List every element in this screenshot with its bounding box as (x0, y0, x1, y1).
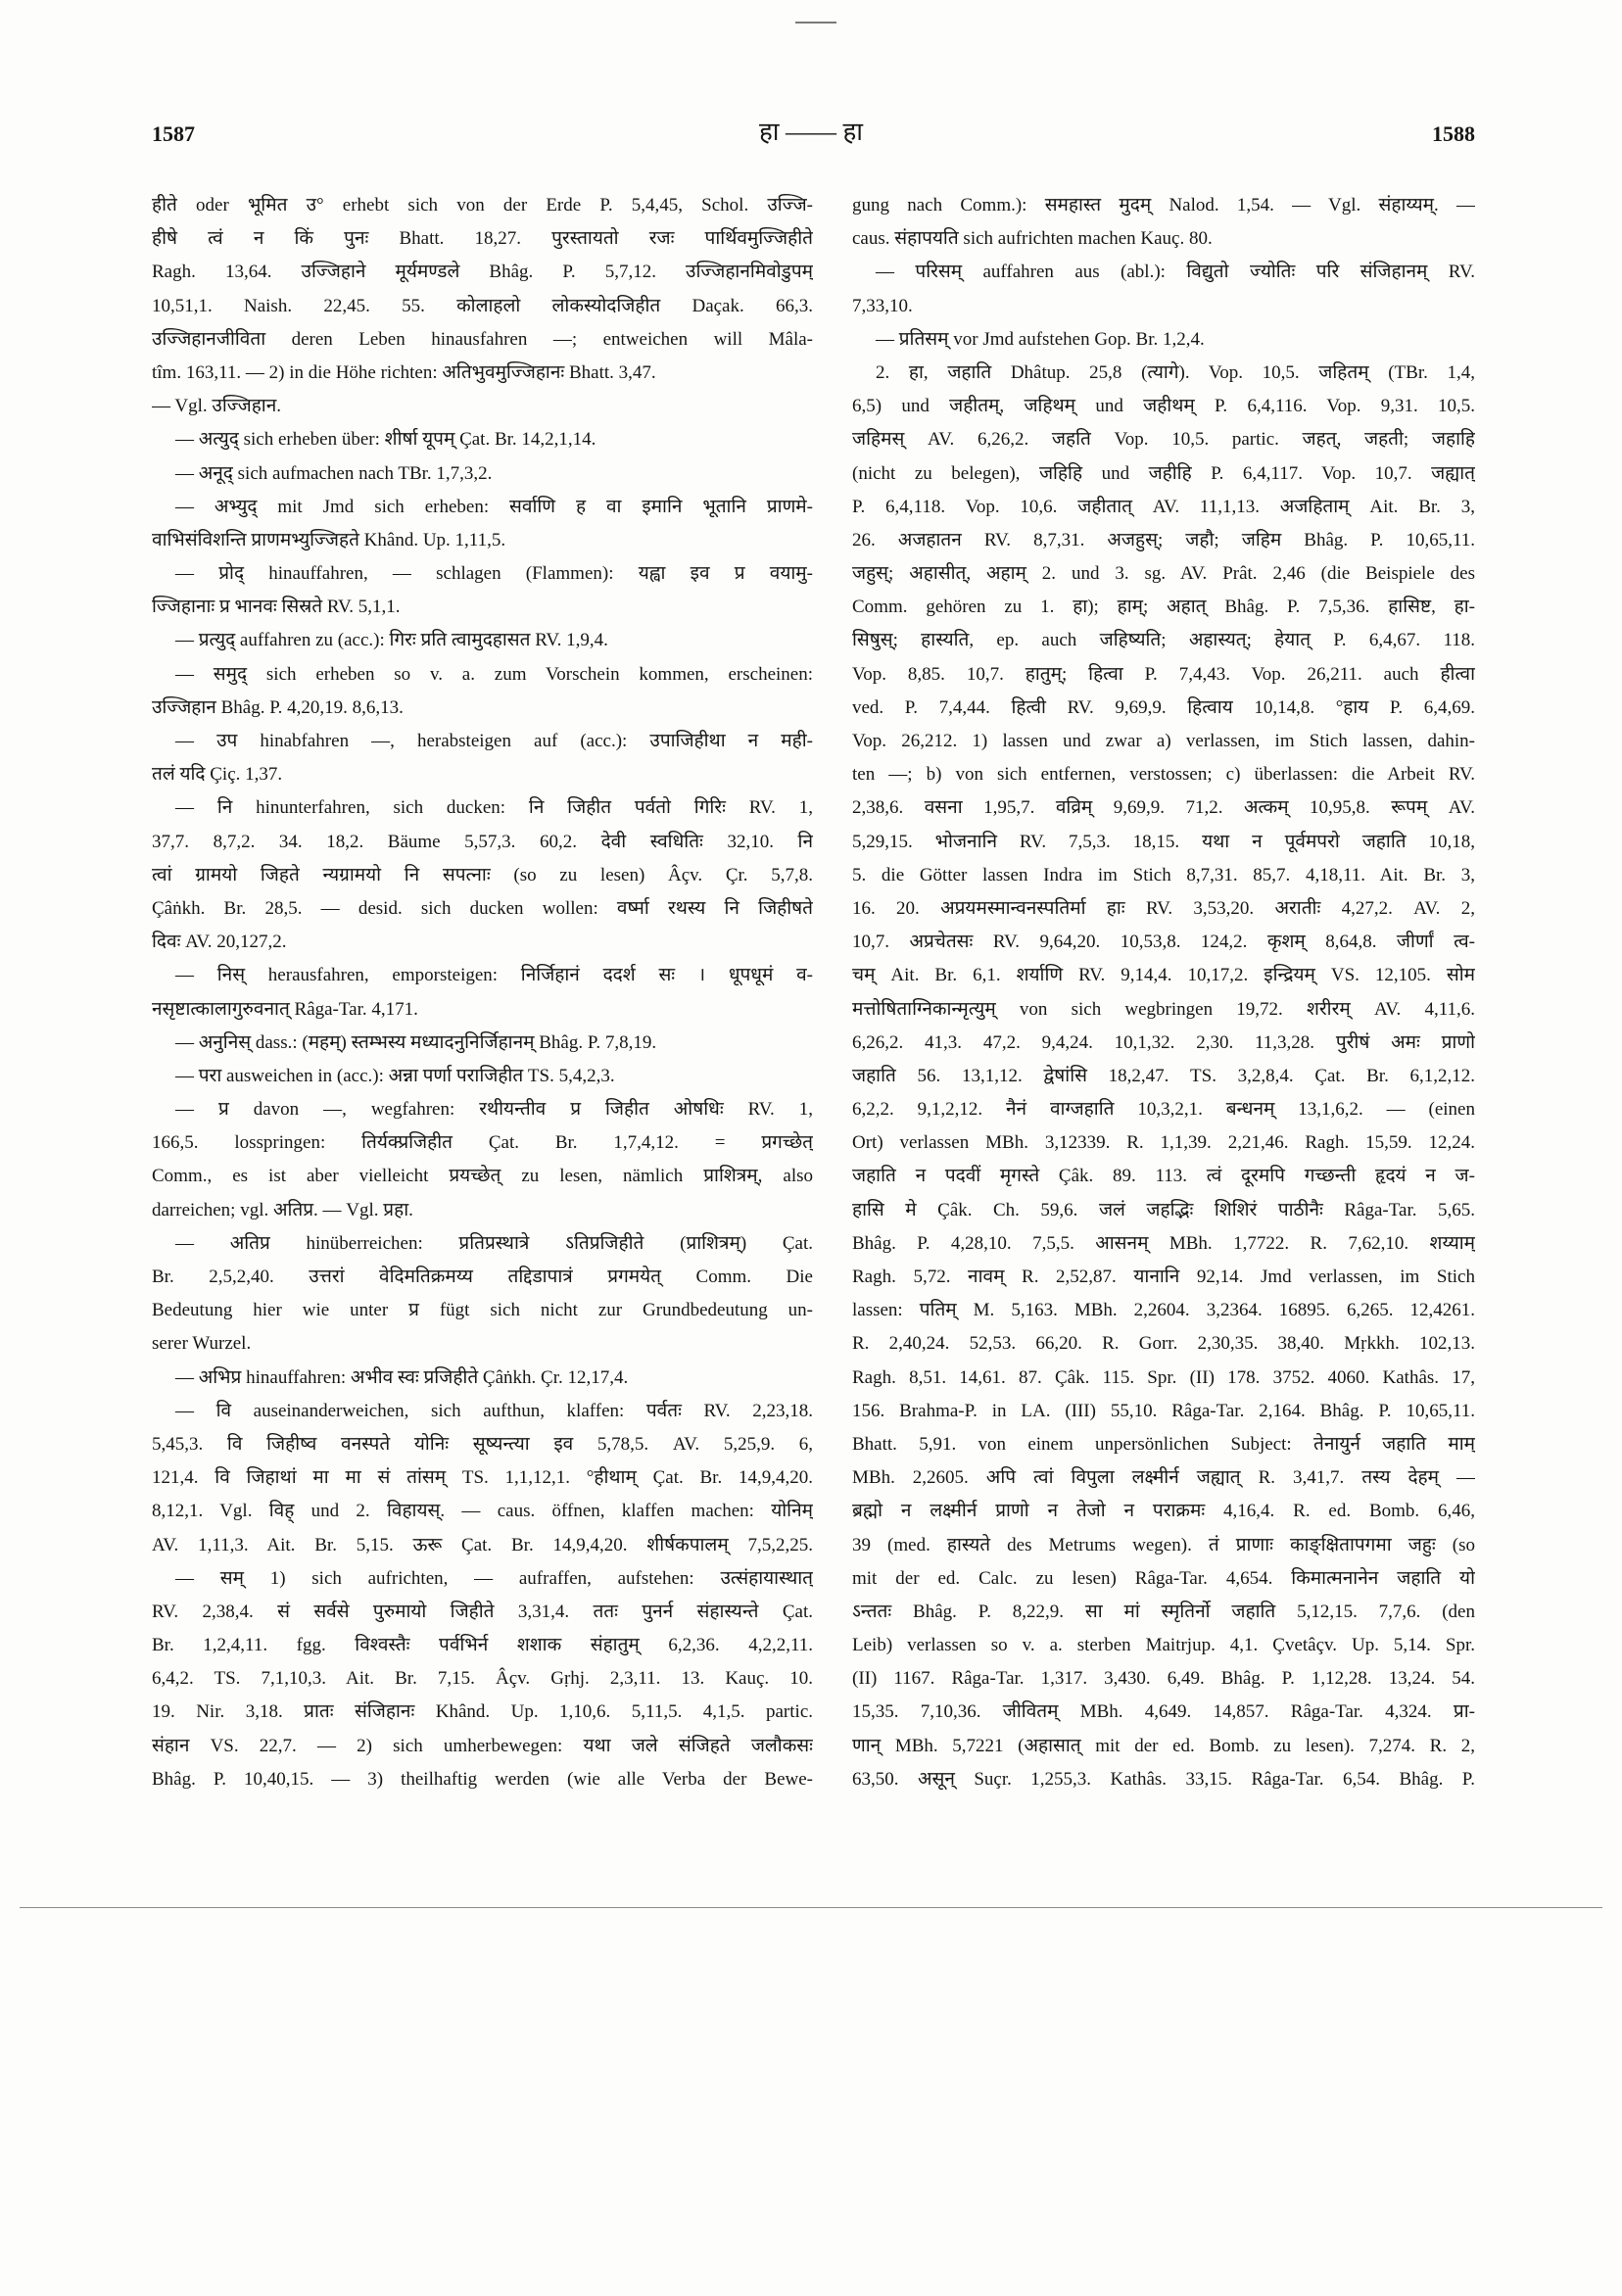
right-column-line: 6,26,2. 41,3. 47,2. 9,4,24. 10,1,32. 2,30. 11,3,28. पुरीषं अमः प्राणो (852, 1031, 1475, 1053)
left-column-line: tîm. 163,11. — 2) in die Höhe richten: अतिभुवमुज्जिहानः Bhatt. 3,47. (152, 361, 656, 383)
left-column-line: हीषे त्वं न किं पुनः Bhatt. 18,27. पुरस्तायतो रजः पार्थिवमुज्जिहीते (152, 228, 813, 250)
left-column-line: — अनूद् sich aufmachen nach TBr. 1,7,3,2. (175, 462, 493, 484)
right-column-line: जहिमस् AV. 6,26,2. जहति Vop. 10,5. partic. जहत्, जहती; जहाहि (852, 429, 1475, 451)
running-head: हा —— हा (758, 118, 864, 146)
left-column-line: 5,45,3. वि जिहीष्व वनस्पते योनिः सूष्यन्त्या इव 5,78,5. AV. 5,25,9. 6, (152, 1433, 813, 1455)
left-column-line: तलं यदि Çiç. 1,37. (152, 764, 283, 786)
page-number-right: 1588 (1432, 121, 1475, 146)
right-column-line: lassen: पतिम् M. 5,163. MBh. 2,2604. 3,2364. 16895. 6,265. 12,4261. (852, 1300, 1475, 1321)
right-column-line: 10,7. अप्रचेतसः RV. 9,64,20. 10,53,8. 124,2. कृशम् 8,64,8. जीर्णां त्व- (852, 932, 1475, 953)
right-column-line: 26. अजहातन RV. 8,7,31. अजहुस्; जहौ; जहिम Bhâg. P. 10,65,11. (852, 529, 1475, 550)
right-column-line: 16. 20. अप्रयमस्मान्वनस्पतिर्मा हाः RV. 3,53,20. अरातीः 4,27,2. AV. 2, (852, 897, 1475, 919)
left-column-line: — प्रोद् hinauffahren, — schlagen (Flammen): यह्वा इव प्र वयामु- (175, 563, 813, 585)
page-number-left: 1587 (152, 121, 195, 146)
right-column (852, 189, 1475, 1796)
left-column-line: — सम् 1) sich aufrichten, — aufraffen, aufstehen: उत्संहायास्थात् (175, 1567, 813, 1589)
right-column-line: ब्रह्मो न लक्ष्मीर्न प्राणो न तेजो न पराक्रमः 4,16,4. R. ed. Bomb. 6,46, (852, 1501, 1475, 1522)
right-column-line: 39 (med. हास्यते des Metrums wegen). तं प्राणाः काङ्क्षितापगमा जहुः (so (852, 1534, 1475, 1555)
left-column-line: — अनुनिस् dass.: (महम्) स्तम्भस्य मध्यादनुनिर्जिहानम् Bhâg. P. 7,8,19. (175, 1031, 657, 1053)
left-column (152, 189, 813, 1796)
right-column-line: caus. संहापयति sich aufrichten machen Kauç. 80. (852, 228, 1213, 250)
left-column-line: 121,4. वि जिहाथां मा मा सं तांसम् TS. 1,1,12,1. °हीथाम् Çat. Br. 14,9,4,20. (152, 1467, 813, 1489)
right-column-line: — परिसम् auffahren aus (abl.): विद्युतो ज्योतिः परि संजिहानम् RV. (876, 262, 1475, 283)
left-column-line: darreichen; vgl. अतिप्र. — Vgl. प्रहा. (152, 1199, 413, 1220)
left-column-line: 10,51,1. Naish. 22,45. 55. कोलाहलो लोकस्योदजिहीत Daçak. 66,3. (152, 295, 813, 316)
right-column-line: Leib) verlassen so v. a. sterben Maitrjup. 4,1. Çvetâçv. Up. 5,14. Spr. (852, 1635, 1475, 1656)
left-column-line: Bedeutung hier wie unter प्र fügt sich nicht zur Grundbedeutung un- (152, 1300, 813, 1321)
left-column-line: 19. Nir. 3,18. प्रातः संजिहानः Khând. Up. 1,10,6. 5,11,5. 4,1,5. partic. (152, 1701, 813, 1723)
right-column-line: चम् Ait. Br. 6,1. शर्याणि RV. 9,14,4. 10,17,2. इन्द्रियम् VS. 12,105. सोम (852, 965, 1475, 986)
left-column-line: हीते oder भूमित उ° erhebt sich von der Erde P. 5,4,45, Schol. उज्जि- (152, 195, 813, 215)
left-column-line: Br. 2,5,2,40. उत्तरां वेदिमतिक्रमय्य तद्दिडापात्रं प्रगमयेत् Comm. Die (152, 1267, 813, 1287)
right-column-line: (II) 1167. Râga-Tar. 1,317. 3,430. 6,49. Bhâg. P. 1,12,28. 13,24. 54. (852, 1668, 1475, 1690)
left-column-line: AV. 1,11,3. Ait. Br. 5,15. ऊरू Çat. Br. 14,9,4,20. शीर्षकपालम् 7,5,2,25. (152, 1534, 813, 1555)
left-column-line: 166,5. losspringen: तिर्यक्प्रजिहीत Çat. Br. 1,7,4,12. = प्रगच्छेत् (152, 1132, 813, 1154)
right-column-line: 5,29,15. भोजनानि RV. 7,5,3. 18,15. यथा न पूर्वमपरो जहाति 10,18, (852, 831, 1475, 852)
right-column-line: P. 6,4,118. Vop. 10,6. जहीतात् AV. 11,1,13. अजहिताम् Ait. Br. 3, (852, 496, 1475, 517)
right-column-line: हासि मे Çâk. Ch. 59,6. जलं जहद्भिः शिशिरं पाठीनैः Râga-Tar. 5,65. (852, 1199, 1475, 1220)
left-column-line: — वि auseinanderweichen, sich aufthun, klaffen: पर्वतः RV. 2,23,18. (175, 1400, 813, 1421)
left-column-line: — नि hinunterfahren, sich ducken: नि जिहीत पर्वतो गिरिः RV. 1, (175, 797, 813, 819)
right-column-line: (nicht zu belegen), जहिहि und जहीहि P. 6,4,117. Vop. 10,7. जह्यात् (852, 462, 1475, 484)
left-column-line: वाभिसंविशन्ति प्राणमभ्युज्जिहते Khând. Up. 1,11,5. (152, 529, 506, 550)
left-column-line: serer Wurzel. (152, 1333, 252, 1355)
right-column-line: ऽन्ततः Bhâg. P. 8,22,9. सा मां स्मृतिर्नो जहाति 5,12,15. 7,7,6. (den (852, 1601, 1475, 1622)
right-column-line: जहुस्; अहासीत्, अहाम् 2. und 3. sg. AV. Prât. 2,46 (die Beispiele des (852, 563, 1475, 585)
left-column-line: — अत्युद् sich erheben über: शीर्षा यूपम् Çat. Br. 14,2,1,14. (175, 429, 596, 451)
left-column-line: 6,4,2. TS. 7,1,10,3. Ait. Br. 7,15. Âçv. Gṛhj. 2,3,11. 13. Kauç. 10. (152, 1668, 813, 1690)
left-column-line: नसृष्टात्कालागुरुवनात् Râga-Tar. 4,171. (152, 998, 418, 1020)
left-column-line: RV. 2,38,4. सं सर्वसे पुरुमायो जिहीते 3,31,4. ततः पुनर्न संहास्यन्ते Çat. (152, 1601, 813, 1622)
left-column-line: उज्जिहानजीविता deren Leben hinausfahren —; entweichen will Mâla- (152, 328, 813, 350)
left-column-line: — निस् herausfahren, emporsteigen: निर्जिहानं ददर्श सः । धूपधूमं व- (175, 965, 813, 986)
left-column-line: त्वां ग्रामयो जिहते न्यग्रामयो नि सपत्नाः (so zu lesen) Âçv. Çr. 5,7,8. (152, 864, 813, 885)
right-column-line: सिषुस्; हास्यति, ep. auch जहिष्यति; अहास्यत्; हेयात् P. 6,4,67. 118. (852, 630, 1475, 651)
left-column-line: Ragh. 13,64. उज्जिहाने मूर्यमण्डले Bhâg. P. 5,7,12. उज्जिहानमिवोडुपम् (152, 262, 813, 283)
right-column-line: जहाति न पदवीं मृगस्ते Çâk. 89. 113. त्वं दूरमपि गच्छन्ती हृदयं न ज- (852, 1166, 1475, 1187)
left-column-line: Çâṅkh. Br. 28,5. — desid. sich ducken wollen: वर्ष्मा रथस्य नि जिहीषते (152, 897, 813, 919)
left-column-line: — अभ्युद् mit Jmd sich erheben: सर्वाणि ह वा इमानि भूतानि प्राणमे- (175, 496, 813, 517)
right-column-line: mit der ed. Calc. zu lesen) Râga-Tar. 4,654. किमात्मनानेन जहाति यो (852, 1567, 1475, 1589)
right-column-line: Ort) verlassen MBh. 3,12339. R. 1,1,39. 2,21,46. Ragh. 15,59. 12,24. (852, 1132, 1475, 1154)
right-column-line: Comm. gehören zu 1. हा); हाम्; अहात् Bhâg. P. 7,5,36. हासिष्ट, हा- (852, 597, 1475, 618)
right-column-line: MBh. 2,2605. अपि त्वां विपुला लक्ष्मीर्न जह्यात् R. 3,41,7. तस्य देहम् — (852, 1467, 1475, 1489)
left-column-line: दिवः AV. 20,127,2. (152, 932, 287, 953)
left-column-line: Comm., es ist aber vielleicht प्रयच्छेत् zu lesen, nämlich प्राशित्रम्, also (152, 1166, 813, 1187)
right-column-line: Ragh. 8,51. 14,61. 87. Çâk. 115. Spr. (II) 178. 3752. 4060. Kathâs. 17, (852, 1366, 1475, 1388)
right-column-line: — प्रतिसम् vor Jmd aufstehen Gop. Br. 1,2,4. (876, 328, 1205, 350)
right-column-line: 5. die Götter lassen Indra im Stich 8,7,31. 85,7. 4,18,11. Ait. Br. 3, (852, 864, 1475, 885)
right-column-line: 2. हा, जहाति Dhâtup. 25,8 (त्यागे). Vop. 10,5. जहितम् (TBr. 1,4, (876, 361, 1475, 383)
left-column-line: — समुद् sich erheben so v. a. zum Vorschein kommen, erscheinen: (175, 663, 813, 685)
right-column-line: Ragh. 5,72. नावम् R. 2,52,87. यानानि 92,14. Jmd verlassen, im Stich (852, 1267, 1475, 1287)
left-column-line: — परा ausweichen in (acc.): अन्ना पर्णा पराजिहीत TS. 5,4,2,3. (175, 1065, 615, 1086)
right-column-line: ten —; b) von sich entfernen, verstossen; c) überlassen: die Arbeit RV. (852, 764, 1475, 786)
left-column-line: — अतिप्र hinüberreichen: प्रतिप्रस्थात्रे ऽतिप्रजिहीते (प्राशित्रम्) Çat. (175, 1232, 813, 1254)
left-column-line: — प्र davon —, wegfahren: रथीयन्तीव प्र जिहीत ओषधिः RV. 1, (175, 1099, 813, 1121)
right-column-line: Bhatt. 5,91. von einem unpersönlichen Subject: तेनायुर्न जहाति माम् (852, 1433, 1475, 1455)
right-column-line: जहाति 56. 13,1,12. द्वेषांसि 18,2,47. TS. 3,2,8,4. Çat. Br. 6,1,2,12. (852, 1065, 1475, 1086)
left-column-line: Bhâg. P. 10,40,15. — 3) theilhaftig werden (wie alle Verba der Bewe- (152, 1768, 813, 1790)
left-column-line: संहान VS. 22,7. — 2) sich umherbewegen: यथा जले संजिहते जलौकसः (152, 1735, 813, 1756)
right-column-line: 63,50. असून् Suçr. 1,255,3. Kathâs. 33,15. Râga-Tar. 6,54. Bhâg. P. (852, 1768, 1475, 1790)
right-column-line: Vop. 26,212. 1) lassen und zwar a) verlassen, im Stich lassen, dahin- (852, 731, 1475, 751)
right-column-line: Bhâg. P. 4,28,10. 7,5,5. आसनम् MBh. 1,7722. R. 7,62,10. शय्याम् (852, 1232, 1475, 1254)
left-column-line: — Vgl. उज्जिहान. (152, 396, 282, 417)
scan-mark (795, 22, 836, 24)
right-column-line: 6,5) und जहीतम्, जहिथम् und जहीथम् P. 6,4,116. Vop. 9,31. 10,5. (852, 396, 1475, 417)
right-column-line: मत्तोषिताग्निकान्मृत्युम् von sich wegbringen 19,72. शरीरम् AV. 4,11,6. (852, 998, 1475, 1020)
left-column-line: — उप hinabfahren —, herabsteigen auf (acc.): उपाजिहीथा न मही- (175, 731, 813, 751)
right-column-line: 15,35. 7,10,36. जीवितम् MBh. 4,649. 14,857. Râga-Tar. 4,324. प्रा- (852, 1701, 1475, 1723)
right-column-line: ved. P. 7,4,44. हित्वी RV. 9,69,9. हित्वाय 10,14,8. °हाय P. 6,4,69. (852, 696, 1475, 718)
footer-rule (20, 1907, 1602, 1908)
left-column-line: — प्रत्युद् auffahren zu (acc.): गिरः प्रति त्वामुदहासत RV. 1,9,4. (175, 630, 608, 651)
right-column-line: 6,2,2. 9,1,2,12. नैनं वाग्जहाति 10,3,2,1. बन्धनम् 13,1,6,2. — (einen (852, 1099, 1475, 1121)
right-column-line: gung nach Comm.): समहास्त मुदम् Nalod. 1,54. — Vgl. संहाय्यम्. — (852, 195, 1475, 215)
left-column-line: 37,7. 8,7,2. 34. 18,2. Bäume 5,57,3. 60,2. देवी स्वधितिः 32,10. नि (152, 831, 813, 852)
left-column-line: Br. 1,2,4,11. fgg. विश्वस्तैः पर्वभिर्न शशाक संहातुम् 6,2,36. 4,2,2,11. (152, 1635, 813, 1656)
right-column-line: 7,33,10. (852, 295, 913, 316)
right-column-line: 156. Brahma-P. in LA. (III) 55,10. Râga-Tar. 2,164. Bhâg. P. 10,65,11. (852, 1400, 1475, 1421)
left-column-line: 8,12,1. Vgl. विह् und 2. विहायस्. — caus. öffnen, klaffen machen: योनिम् (152, 1501, 813, 1522)
left-column-line: — अभिप्र hinauffahren: अभीव स्वः प्रजिहीते Çâṅkh. Çr. 12,17,4. (175, 1366, 629, 1388)
left-column-line: ज्जिहानाः प्र भानवः सिस्रते RV. 5,1,1. (152, 597, 401, 618)
right-column-line: 2,38,6. वसना 1,95,7. वव्रिम् 9,69,9. 71,2. अत्कम् 10,95,8. रूपम् AV. (852, 797, 1475, 819)
right-column-line: R. 2,40,24. 52,53. 66,20. R. Gorr. 2,30,35. 38,40. Mṛkkh. 102,13. (852, 1333, 1475, 1355)
right-column-line: Vop. 8,85. 10,7. हातुम्; हित्वा P. 7,4,43. Vop. 26,211. auch हीत्वा (852, 663, 1475, 685)
left-column-line: उज्जिहान Bhâg. P. 4,20,19. 8,6,13. (152, 696, 404, 718)
right-column-line: णान् MBh. 5,7221 (अहासात् mit der ed. Bomb. zu lesen). 7,274. R. 2, (852, 1735, 1475, 1756)
